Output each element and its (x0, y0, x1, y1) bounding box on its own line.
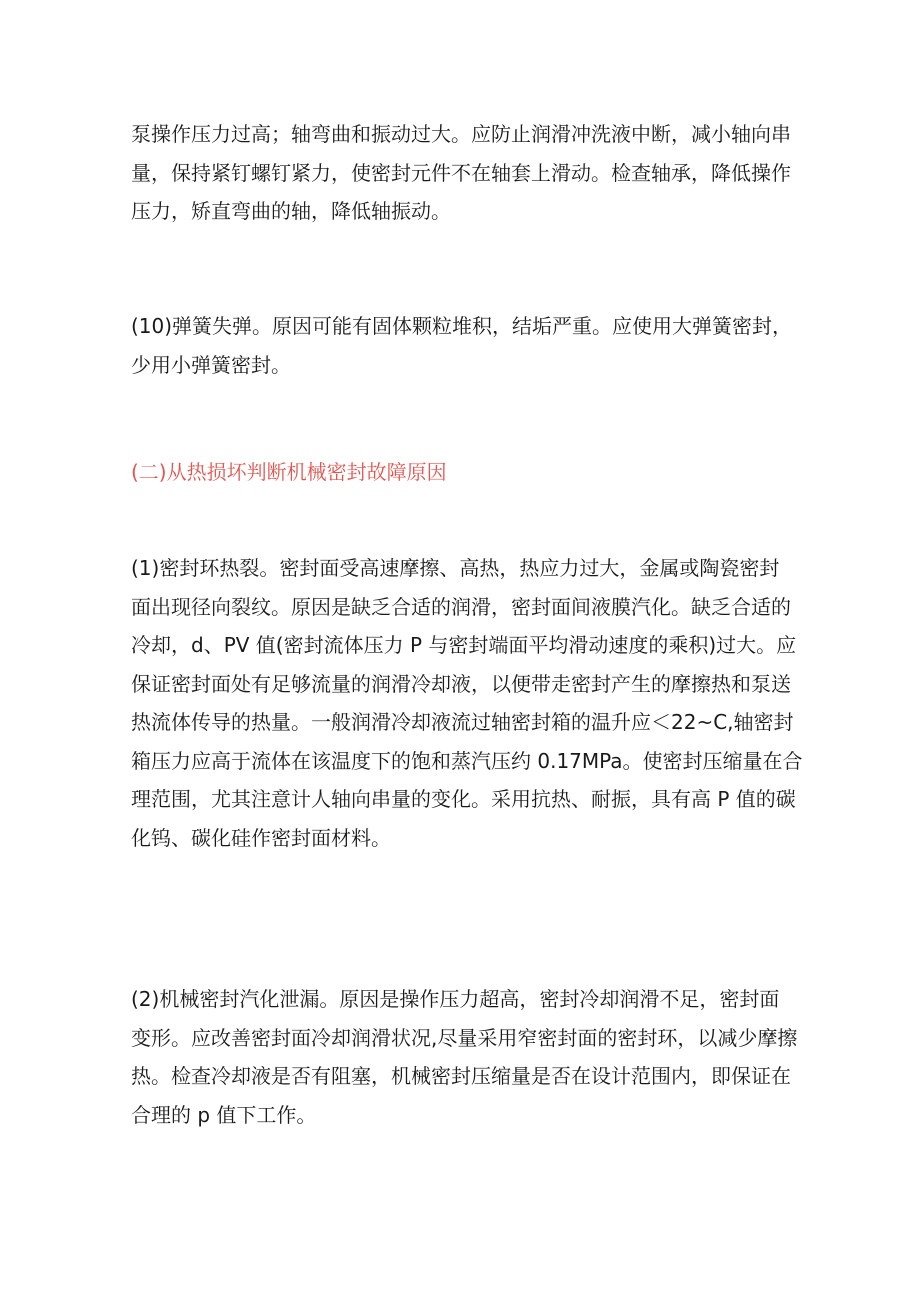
text-line: 保证密封面处有足够流量的润滑冷却液，以便带走密封产生的摩擦热和泵送 (131, 671, 791, 696)
text-line: 泵操作压力过高；轴弯曲和振动过大。应防止润滑冲洗液中断，减小轴向串 (131, 122, 791, 146)
text-line: 合理的 p 值下工作。 (131, 1102, 317, 1127)
text-line: 热流体传导的热量。一般润滑冷却液流过轴密封箱的温升应＜22~C,轴密封 (131, 710, 794, 734)
paragraph-vaporization-leak (131, 980, 811, 1134)
text-line: 面出现径向裂纹。原因是缺乏合适的润滑，密封面间液膜汽化。缺乏合适的 (131, 594, 791, 619)
text-line: (10)弹簧失弹。原因可能有固体颗粒堆积，结垢严重。应使用大弹簧密封， (131, 314, 793, 338)
section-heading-text: (二)从热损坏判断机械密封故障原因 (131, 460, 447, 484)
paragraph-spring-failure (131, 307, 811, 384)
text-line: 化钨、碳化硅作密封面材料。 (131, 825, 391, 850)
section-heading (131, 453, 811, 492)
text-line: 量，保持紧钉螺钉紧力，使密封元件不在轴套上滑动。检查轴承，降低操作 (131, 160, 791, 185)
text-line: 少用小弹簧密封。 (131, 352, 291, 377)
text-line: (2)机械密封汽化泄漏。原因是操作压力超高，密封冷却润滑不足，密封面 (131, 987, 780, 1011)
text-line: 冷却，d、PV 值(密封流体压力 P 与密封端面平均滑动速度的乘积)过大。应 (131, 633, 797, 657)
text-line: 理范围，尤其注意计人轴向串量的变化。采用抗热、耐振，具有高 P 值的碳 (131, 787, 796, 811)
text-line: 热。检查冷却液是否有阻塞，机械密封压缩量是否在设计范围内，即保证在 (131, 1064, 791, 1088)
text-line: 压力，矫直弯曲的轴，降低轴振动。 (131, 199, 451, 223)
text-line: 箱压力应高于流体在该温度下的饱和蒸汽压约 0.17MPa。使密封压缩量在合 (131, 748, 803, 773)
text-line: (1)密封环热裂。密封面受高速摩擦、高热，热应力过大，金属或陶瓷密封 (131, 556, 780, 580)
paragraph-pump-pressure (131, 115, 811, 231)
text-line: 变形。应改善密封面冷却润滑状况,尽量采用窄密封面的密封环，以减少摩擦 (131, 1025, 798, 1050)
paragraph-thermal-crack (131, 549, 811, 857)
